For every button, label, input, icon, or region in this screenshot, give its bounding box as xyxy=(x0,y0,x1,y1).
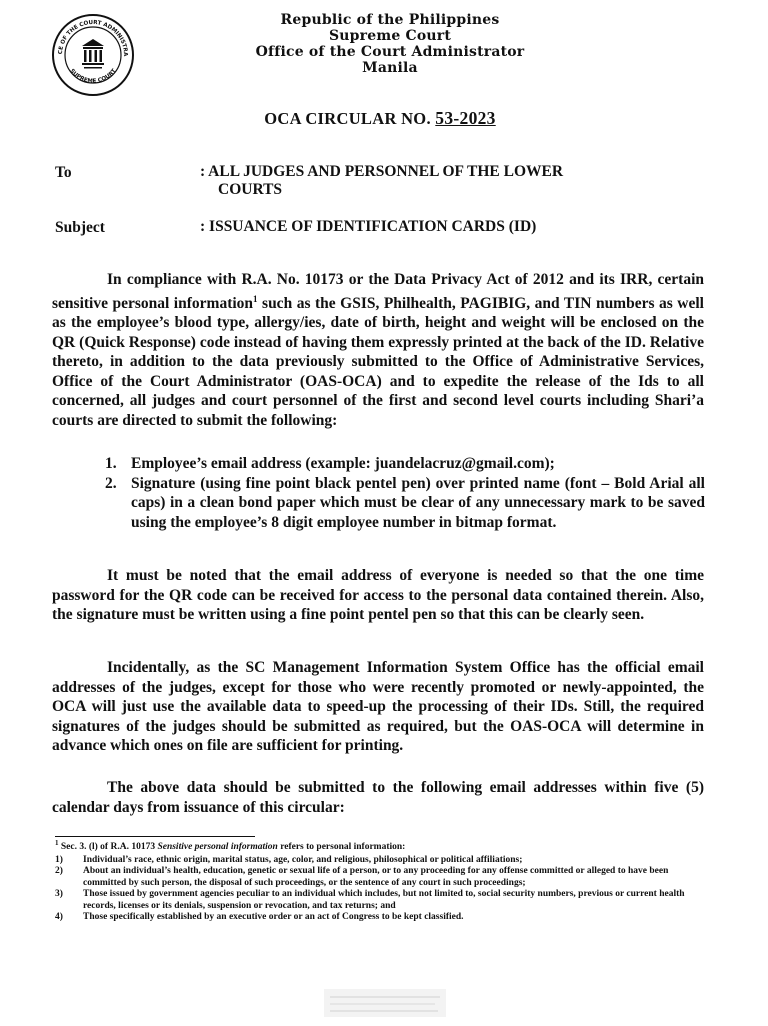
footnote-item-text: About an individual’s health, education, genetic or sexual life of a person, or to any proceeding for any offense committed or alleged to have been committed by such person, the disposal of such proceedings, or the sentence of any court in such proceedings; xyxy=(83,866,669,888)
footnote-heading-a: Sec. 3. (l) of R.A. 10173 xyxy=(58,842,158,853)
paragraph-1-text-a: In compliance with R.A. No. 10173 or the Data Privacy Act of 2012 and its IRR, certain sensitive personal information xyxy=(52,271,704,312)
stamp-marks-icon xyxy=(320,985,450,1021)
letterhead-supreme-court: Supreme Court xyxy=(328,28,452,44)
to-value-line1: : ALL JUDGES AND PERSONNEL OF THE LOWER xyxy=(200,163,564,180)
paragraph-3 xyxy=(52,658,704,756)
svg-text:SUPREME COURT xyxy=(68,68,117,85)
requirements-list xyxy=(105,454,705,532)
paragraph-3-text: Incidentally, as the SC Management Information System Office has the official email addresses of the judges, except for those who were recently promoted or newly-appointed, the OCA will just use the available data to speed-up the processing of their IDs. Still, the required signatures of the judges should be submitted as required, but the OAS-OCA will determine in advance which ones on file are sufficient for printing. xyxy=(52,659,704,754)
list-item-text-bold: bitmap xyxy=(455,513,504,531)
footnote-item xyxy=(55,866,705,889)
footnote-item-number: 2) xyxy=(55,866,63,877)
subject-value: : ISSUANCE OF IDENTIFICATION CARDS (ID) xyxy=(200,218,537,235)
circular-prefix: OCA CIRCULAR NO. xyxy=(264,109,436,128)
footnote-item-text: Those specifically established by an executive order or an act of Congress to be kept classified. xyxy=(83,912,464,923)
court-seal-icon xyxy=(50,12,136,98)
footnote-item xyxy=(55,889,705,912)
list-item-text-b: format. xyxy=(503,513,557,531)
list-item-text: Employee’s email address (example: juandelacruz@gmail.com); xyxy=(131,455,555,472)
paragraph-1-text-b: such as the GSIS, Philhealth, PAGIBIG, and TIN numbers as well as the employee’s blood type, allergy/ies, date of birth, height and weight will be enclosed on the QR (Quick Response) code instead of having them expressly printed at the back of the ID. Relative thereto, in addition to the data previously submitted to the Office of Administrative Services, Office of the Court Administrator (OAS-OCA) and to expedite the release of the Ids to all concerned, all judges and court personnel of the first and second level courts including Shari’a courts are directed to submit the following: xyxy=(52,294,704,429)
paragraph-4 xyxy=(52,778,704,817)
list-item-text-a: Signature (using fine point black pentel pen) over printed name (font – Bold Arial all caps) in a clean bond paper which must be clear of any unnecessary mark to be saved using the employee’s 8 digit employee number in xyxy=(131,474,705,531)
footnote-ref: 1 xyxy=(253,293,258,304)
list-item xyxy=(105,474,705,533)
footnote-item xyxy=(55,855,705,867)
footnote-item-number: 1) xyxy=(55,854,63,865)
footnote-heading-italic: Sensitive personal information xyxy=(157,842,278,853)
list-item-number: 1. xyxy=(105,455,117,472)
list-item-number: 2. xyxy=(105,474,117,492)
subject-label: Subject xyxy=(55,219,105,236)
circular-number: 53-2023 xyxy=(435,108,496,128)
footnote-item-text: Individual’s race, ethnic origin, marital status, age, color, and religious, philosophical or political affiliations; xyxy=(83,854,523,865)
faint-stamp-mark xyxy=(320,985,450,1021)
to-value-line2: COURTS xyxy=(218,181,283,198)
footnote-heading-b: refers to personal information: xyxy=(277,842,406,853)
court-seal xyxy=(50,12,136,98)
footnote-item-text: Those issued by government agencies peculiar to an individual which includes, but not limited to, social security numbers, previous or current health records, licenses or its denials, suspension or revocation, and tax returns; and xyxy=(83,889,685,911)
footnotes xyxy=(55,838,705,924)
seal-text-bottom: SUPREME COURT xyxy=(68,68,118,85)
footnote-item-number: 3) xyxy=(55,889,63,900)
list-item-text xyxy=(131,474,705,533)
footnote-item-number: 4) xyxy=(55,912,63,923)
paragraph-1 xyxy=(52,270,704,430)
letterhead-office: Office of the Court Administrator xyxy=(255,44,525,60)
footnote-heading xyxy=(55,838,705,854)
letterhead-republic: Republic of the Philippines xyxy=(280,12,500,28)
footnote-number: 1 xyxy=(55,839,59,847)
letterhead-city: Manila xyxy=(362,60,418,76)
paragraph-2 xyxy=(52,566,704,625)
list-item xyxy=(105,454,705,474)
seal-text-top: CE OF THE COURT ADMINISTRA xyxy=(57,19,129,57)
letterhead xyxy=(180,12,600,76)
footnote-divider xyxy=(55,836,255,837)
to-value xyxy=(200,163,680,199)
to-label: To xyxy=(55,164,72,181)
paragraph-2-text: It must be noted that the email address of everyone is needed so that the one time password for the QR code can be received for access to the personal data contained therein. Also, the signature must be written using a fine point pentel pen so that this can be clearly seen. xyxy=(52,567,704,623)
paragraph-4-text: The above data should be submitted to the following email addresses within five (5) calendar days from issuance of this circular: xyxy=(52,779,704,816)
footnote-item xyxy=(55,912,705,924)
circular-title xyxy=(150,108,610,129)
